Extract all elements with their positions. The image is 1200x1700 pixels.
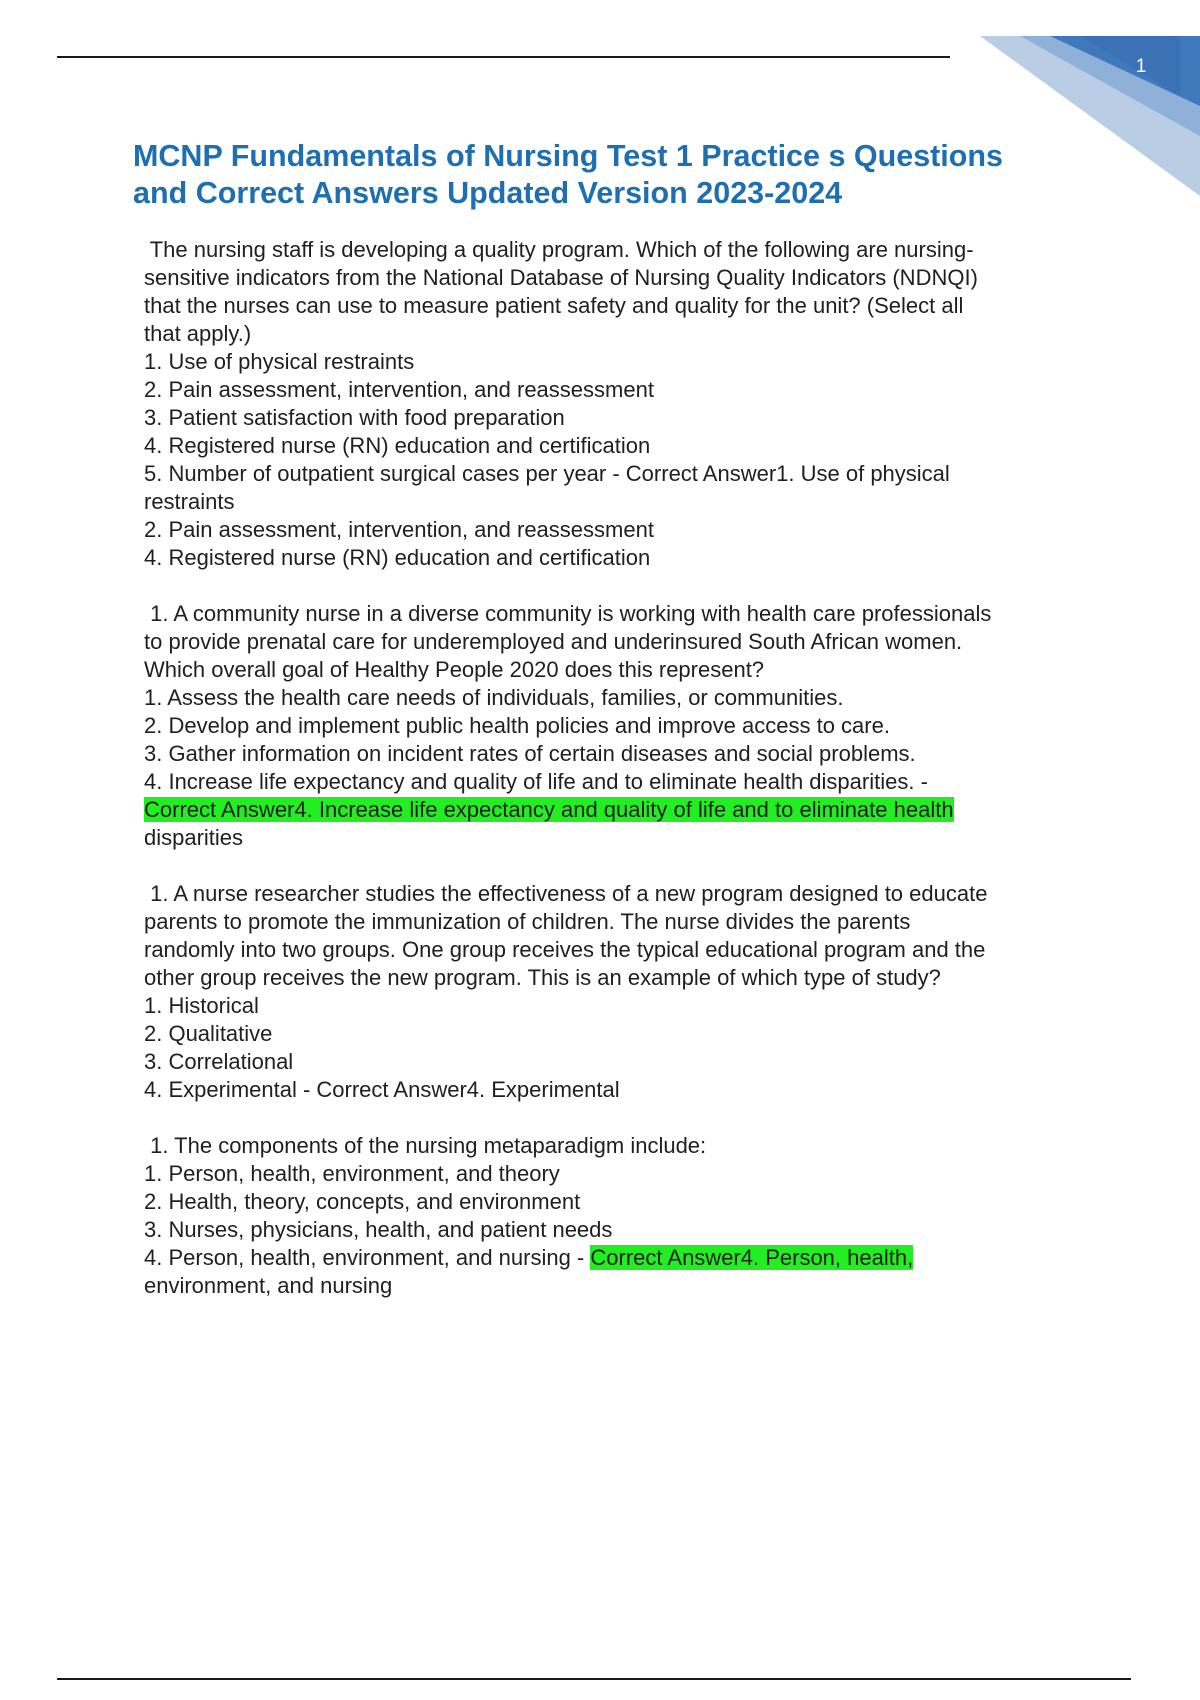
text-line: Which overall goal of Healthy People 2020 does this represent? bbox=[144, 657, 765, 682]
text-line: that the nurses can use to measure patient safety and quality for the unit? (Select all bbox=[144, 293, 964, 318]
text-line: 1. Person, health, environment, and theory bbox=[144, 1161, 560, 1186]
text-line: 2. Pain assessment, intervention, and reassessment bbox=[144, 517, 654, 542]
text-line: 4. Experimental - Correct Answer4. Experimental bbox=[144, 1077, 620, 1102]
text-line: 4. Registered nurse (RN) education and certification bbox=[144, 545, 651, 570]
answer-line bbox=[144, 1244, 1074, 1272]
text-line: 1. Historical bbox=[144, 993, 259, 1018]
text-line: 3. Gather information on incident rates of certain diseases and social problems. bbox=[144, 741, 916, 766]
text-line: other group receives the new program. This is an example of which type of study? bbox=[144, 965, 941, 990]
question-block bbox=[144, 880, 1074, 1104]
text-line: 1. A community nurse in a diverse community is working with health care professionals bbox=[144, 601, 992, 626]
text-line: parents to promote the immunization of children. The nurse divides the parents bbox=[144, 909, 911, 934]
text-line: 3. Nurses, physicians, health, and patient needs bbox=[144, 1217, 613, 1242]
highlighted-answer: Correct Answer4. Person, health, bbox=[590, 1245, 914, 1270]
text-line: to provide prenatal care for underemployed and underinsured South African women. bbox=[144, 629, 963, 654]
text-line: 1. Assess the health care needs of individuals, families, or communities. bbox=[144, 685, 844, 710]
question-block bbox=[144, 1132, 1074, 1300]
answer-line bbox=[144, 796, 1074, 824]
text-line: 3. Correlational bbox=[144, 1049, 294, 1074]
text-line: 2. Pain assessment, intervention, and reassessment bbox=[144, 377, 654, 402]
text-line: that apply.) bbox=[144, 321, 252, 346]
text-line: 2. Develop and implement public health policies and improve access to care. bbox=[144, 713, 890, 738]
text-line: 3. Patient satisfaction with food preparation bbox=[144, 405, 565, 430]
text-line: sensitive indicators from the National Database of Nursing Quality Indicators (NDNQI) bbox=[144, 265, 978, 290]
text-line: 2. Qualitative bbox=[144, 1021, 273, 1046]
bottom-rule bbox=[57, 1678, 1131, 1680]
text-line: 4. Increase life expectancy and quality of life and to eliminate health disparities. - bbox=[144, 769, 928, 794]
question-block bbox=[144, 236, 1074, 572]
document-body bbox=[144, 236, 1074, 1328]
text-line: environment, and nursing bbox=[144, 1273, 393, 1298]
text-line: disparities bbox=[144, 825, 244, 850]
title-line: and Correct Answers Updated Version 2023-2024 bbox=[133, 176, 843, 210]
text-line: 5. Number of outpatient surgical cases per year - Correct Answer1. Use of physical bbox=[144, 461, 950, 486]
text-line: 1. The components of the nursing metaparadigm include: bbox=[144, 1133, 707, 1158]
text-line: randomly into two groups. One group receives the typical educational program and the bbox=[144, 937, 986, 962]
text-line: 1. A nurse researcher studies the effectiveness of a new program designed to educate bbox=[144, 881, 988, 906]
text-line: 2. Health, theory, concepts, and environment bbox=[144, 1189, 581, 1214]
question-block bbox=[144, 600, 1074, 852]
title-line: MCNP Fundamentals of Nursing Test 1 Practice s Questions bbox=[133, 139, 1004, 173]
document-title bbox=[133, 138, 1093, 212]
text-line: restraints bbox=[144, 489, 235, 514]
top-rule bbox=[57, 56, 950, 58]
text-line: 4. Registered nurse (RN) education and certification bbox=[144, 433, 651, 458]
page-number: 1 bbox=[1135, 56, 1147, 77]
answer-line-prefix: 4. Person, health, environment, and nursing - bbox=[144, 1245, 591, 1270]
text-line: 1. Use of physical restraints bbox=[144, 349, 415, 374]
text-line: The nursing staff is developing a quality program. Which of the following are nursing- bbox=[144, 237, 974, 262]
highlighted-answer: Correct Answer4. Increase life expectancy and quality of life and to eliminate health bbox=[144, 797, 954, 822]
